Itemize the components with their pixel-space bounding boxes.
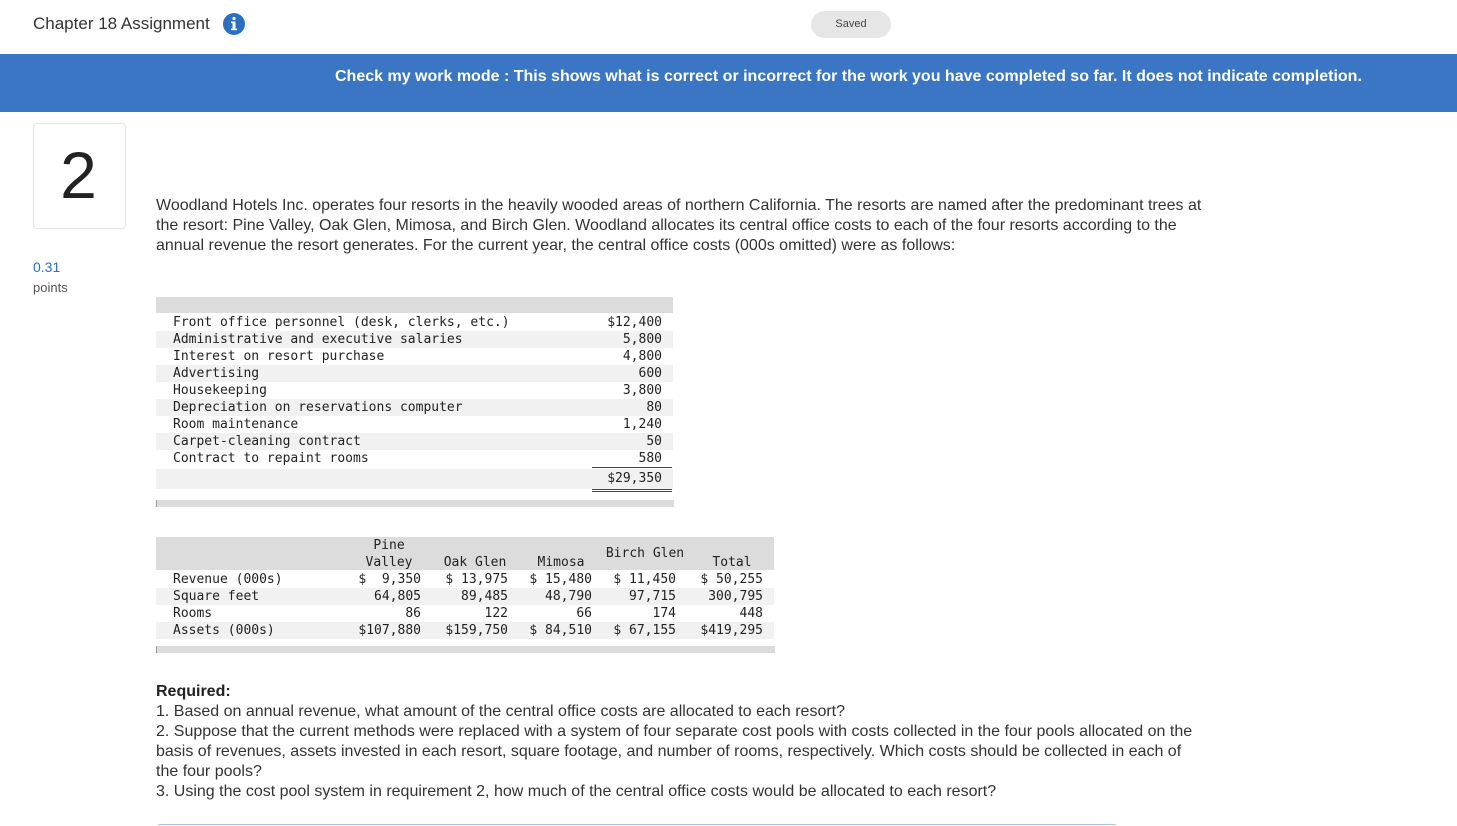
total-value: $29,350 [607, 471, 662, 486]
points-value: 0.31 [33, 259, 61, 275]
cell-oak: $ 13,975 [445, 572, 508, 587]
cost-label: Administrative and executive salaries [173, 332, 463, 347]
cell-oak: $159,750 [445, 623, 508, 638]
page-title: Chapter 18 Assignment [33, 14, 210, 33]
requirement-2: 2. Suppose that the current methods were replaced with a system of four separate cost pools with costs collected in the four pools allocated on the basis of revenues, assets invested in each resort, square footage, and number of rooms, respectively. Which costs should be collected in each of the four pools? [156, 723, 1193, 780]
cell-total: 300,795 [708, 589, 763, 604]
row-label: Assets (000s) [173, 623, 275, 638]
col-header-mimosa: Mimosa [537, 555, 585, 570]
table-footer-bar [156, 500, 674, 507]
saved-status-badge: Saved [811, 11, 891, 38]
subtotal-rule [592, 467, 672, 468]
cost-value: 1,240 [622, 417, 662, 432]
cost-label: Housekeeping [173, 383, 267, 398]
total-row [156, 469, 673, 489]
cell-mimosa: 66 [576, 606, 592, 621]
col-header-total: Total [712, 555, 752, 570]
cell-birch: 97,715 [629, 589, 676, 604]
total-rule-2 [592, 491, 672, 492]
cost-label: Room maintenance [173, 417, 299, 432]
cost-value: 3,800 [622, 383, 662, 398]
cost-value: 50 [646, 434, 662, 449]
cost-value: 580 [638, 451, 662, 466]
section-divider [158, 824, 1116, 825]
table-row [156, 433, 673, 450]
col-header-oak-glen: Oak Glen [443, 555, 507, 570]
cost-label: Contract to repaint rooms [173, 451, 369, 466]
total-rule-1 [592, 489, 672, 490]
table-row [156, 571, 774, 588]
table-row [156, 331, 673, 348]
col-header-pine-line2: Valley [365, 555, 413, 570]
cell-pine: $ 9,350 [358, 572, 421, 587]
table-row [156, 450, 673, 467]
table-row [156, 588, 774, 605]
table-footer-bar [156, 646, 775, 653]
table-row [156, 348, 673, 365]
cell-pine: 86 [405, 606, 421, 621]
cost-value: 600 [638, 366, 662, 381]
table-row [156, 382, 673, 399]
table-row [156, 605, 774, 622]
cost-label: Advertising [173, 366, 260, 381]
question-number: 2 [60, 138, 97, 212]
required-section [156, 682, 1206, 802]
question-intro: Woodland Hotels Inc. operates four resorts in the heavily wooded areas of northern California. The resorts are named after the predominant trees at the resort: Pine Valley, Oak Glen, Mimosa, and Birch Glen. Woodland allocates its central office costs to each of the four resorts according to the annual revenue the resort generates. For the current year, the central office costs (000s omitted) were as follows: [156, 197, 1202, 254]
row-label: Revenue (000s) [173, 572, 283, 587]
cell-mimosa: $ 84,510 [529, 623, 592, 638]
cell-mimosa: $ 15,480 [529, 572, 592, 587]
cost-label: Carpet-cleaning contract [173, 434, 361, 449]
cell-oak: 122 [484, 606, 508, 621]
points-label: points [33, 280, 68, 295]
central-office-costs-table [156, 297, 673, 509]
cost-label: Interest on resort purchase [173, 349, 385, 364]
cell-birch: 174 [652, 606, 676, 621]
table-row [156, 365, 673, 382]
cell-total: $ 50,255 [700, 572, 763, 587]
cell-birch: $ 11,450 [613, 572, 676, 587]
requirement-3: 3. Using the cost pool system in requirement 2, how much of the central office costs would be allocated to each resort? [156, 783, 997, 800]
table-row [156, 416, 673, 433]
row-label: Square feet [173, 589, 260, 604]
col-header-birch-glen: Birch Glen [605, 546, 685, 561]
cell-pine: $107,880 [358, 623, 421, 638]
table-row [156, 399, 673, 416]
row-label: Rooms [173, 606, 213, 621]
cell-pine: 64,805 [374, 589, 421, 604]
table-header-bar [156, 297, 673, 313]
cost-label: Depreciation on reservations computer [173, 400, 463, 415]
top-bar [0, 0, 1457, 54]
required-heading: Required: [156, 683, 231, 700]
table-row [156, 314, 673, 331]
cost-label: Front office personnel (desk, clerks, etc.) [173, 315, 510, 330]
col-header-pine-line1: Pine [373, 538, 405, 553]
cell-total: 448 [739, 606, 763, 621]
cost-value: 5,800 [622, 332, 662, 347]
requirement-1: 1. Based on annual revenue, what amount of the central office costs are allocated to each resort? [156, 703, 846, 720]
cell-oak: 89,485 [461, 589, 508, 604]
banner-text: Check my work mode : This shows what is correct or incorrect for the work you have completed so far. It does not indicate completion. [335, 68, 1362, 85]
cell-mimosa: 48,790 [545, 589, 592, 604]
cost-value: $12,400 [607, 315, 662, 330]
resorts-data-table [156, 537, 774, 655]
cell-total: $419,295 [700, 623, 763, 638]
info-icon[interactable] [222, 12, 246, 36]
cost-value: 4,800 [622, 349, 662, 364]
cell-birch: $ 67,155 [613, 623, 676, 638]
cost-value: 80 [646, 400, 662, 415]
table-row [156, 622, 774, 639]
